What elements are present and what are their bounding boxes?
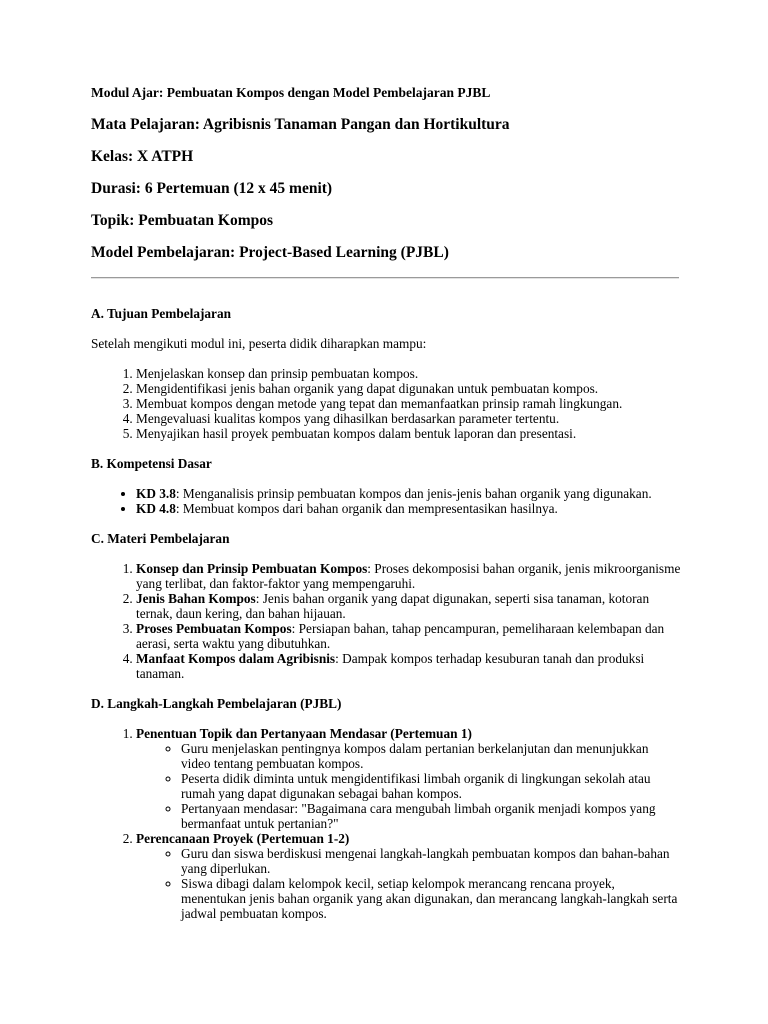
list-item [136,561,681,591]
materi-label: Manfaat Kompos dalam Agribisnis [136,651,336,666]
materi-text: : Jenis bahan organik yang dapat digunakan, seperti sisa tanaman, kotoran ternak, daun kering, dan bahan hijauan. [136,591,650,621]
sub-item: ◦ Pertanyaan mendasar: "Bagaimana cara mengubah limbah organik menjadi kompos yang bermanfaat untuk pertanian?" [181,801,681,831]
duration-line: Durasi: 6 Pertemuan (12 x 45 menit) [91,180,333,197]
kd-text: : Menganalisis prinsip pembuatan kompos dan jenis-jenis bahan organik yang digunakan. [175,486,652,501]
horizontal-rule [91,277,679,279]
document-title: Modul Ajar: Pembuatan Kompos dengan Model Pembelajaran PJBL [91,85,491,100]
step-sublist [136,741,681,831]
step-item [136,726,681,831]
step-item [136,831,681,921]
section-c-list [91,561,681,681]
section-d-heading: D. Langkah-Langkah Pembelajaran (PJBL) [91,696,342,711]
list-item: 2. Mengidentifikasi jenis bahan organik yang dapat digunakan untuk pembuatan kompos. [136,381,681,396]
list-item: 5. Menyajikan hasil proyek pembuatan kompos dalam bentuk laporan dan presentasi. [136,426,681,441]
list-item: 4. Mengevaluasi kualitas kompos yang dihasilkan berdasarkan parameter tertentu. [136,411,681,426]
model-line: Model Pembelajaran: Project-Based Learning (PJBL) [91,244,449,261]
kd-text: : Membuat kompos dari bahan organik dan mempresentasikan hasilnya. [175,501,558,516]
topic-line: Topik: Pembuatan Kompos [91,212,274,229]
list-item [136,621,681,651]
materi-text: : Proses dekomposisi bahan organik, jenis mikroorganisme yang terlibat, dan faktor-faktor yang mempengaruhi. [136,561,681,591]
class-line: Kelas: X ATPH [91,148,194,165]
section-c-heading: C. Materi Pembelajaran [91,531,230,546]
sub-item: ◦ Siswa dibagi dalam kelompok kecil, setiap kelompok merancang rencana proyek, menentukan jenis bahan organik yang akan digunakan, dan merancang langkah-langkah serta jadwal pembuatan kompos. [181,876,681,921]
section-b-list [91,486,681,516]
section-b-heading: B. Kompetensi Dasar [91,456,212,471]
materi-label: Proses Pembuatan Kompos [136,621,292,636]
kd-label: KD 4.8 [136,501,176,516]
step-title: Penentuan Topik dan Pertanyaan Mendasar (Pertemuan 1) [136,726,472,741]
kd-label: KD 3.8 [136,486,176,501]
step-sublist [136,846,681,921]
materi-label: Konsep dan Prinsip Pembuatan Kompos [136,561,368,576]
document-body [91,306,681,936]
list-item: 3. Membuat kompos dengan metode yang tepat dan memanfaatkan prinsip ramah lingkungan. [136,396,681,411]
sub-item: ◦ Guru dan siswa berdiskusi mengenai langkah-langkah pembuatan kompos dan bahan-bahan yang diperlukan. [181,846,681,876]
list-item [136,501,681,516]
materi-label: Jenis Bahan Kompos [136,591,256,606]
section-a-intro: Setelah mengikuti modul ini, peserta didik diharapkan mampu: [91,336,427,351]
step-title: Perencanaan Proyek (Pertemuan 1-2) [136,831,350,846]
list-item [136,651,681,681]
list-item [136,486,681,501]
sub-item: ◦ Peserta didik diminta untuk mengidentifikasi limbah organik di lingkungan sekolah atau rumah yang dapat digunakan sebagai bahan kompos. [181,771,681,801]
section-a-list [91,366,681,441]
subject-line: Mata Pelajaran: Agribisnis Tanaman Pangan dan Hortikultura [91,116,510,133]
list-item [136,591,681,621]
section-d-list [91,726,681,921]
sub-item: ◦ Guru menjelaskan pentingnya kompos dalam pertanian berkelanjutan dan menunjukkan video tentang pembuatan kompos. [181,741,681,771]
list-item: 1. Menjelaskan konsep dan prinsip pembuatan kompos. [136,366,681,381]
materi-text: : Persiapan bahan, tahap pencampuran, pemeliharaan kelembapan dan aerasi, serta waktu yang dibutuhkan. [136,621,665,651]
materi-text: : Dampak kompos terhadap kesuburan tanah dan produksi tanaman. [136,651,645,681]
section-a-heading: A. Tujuan Pembelajaran [91,306,232,321]
